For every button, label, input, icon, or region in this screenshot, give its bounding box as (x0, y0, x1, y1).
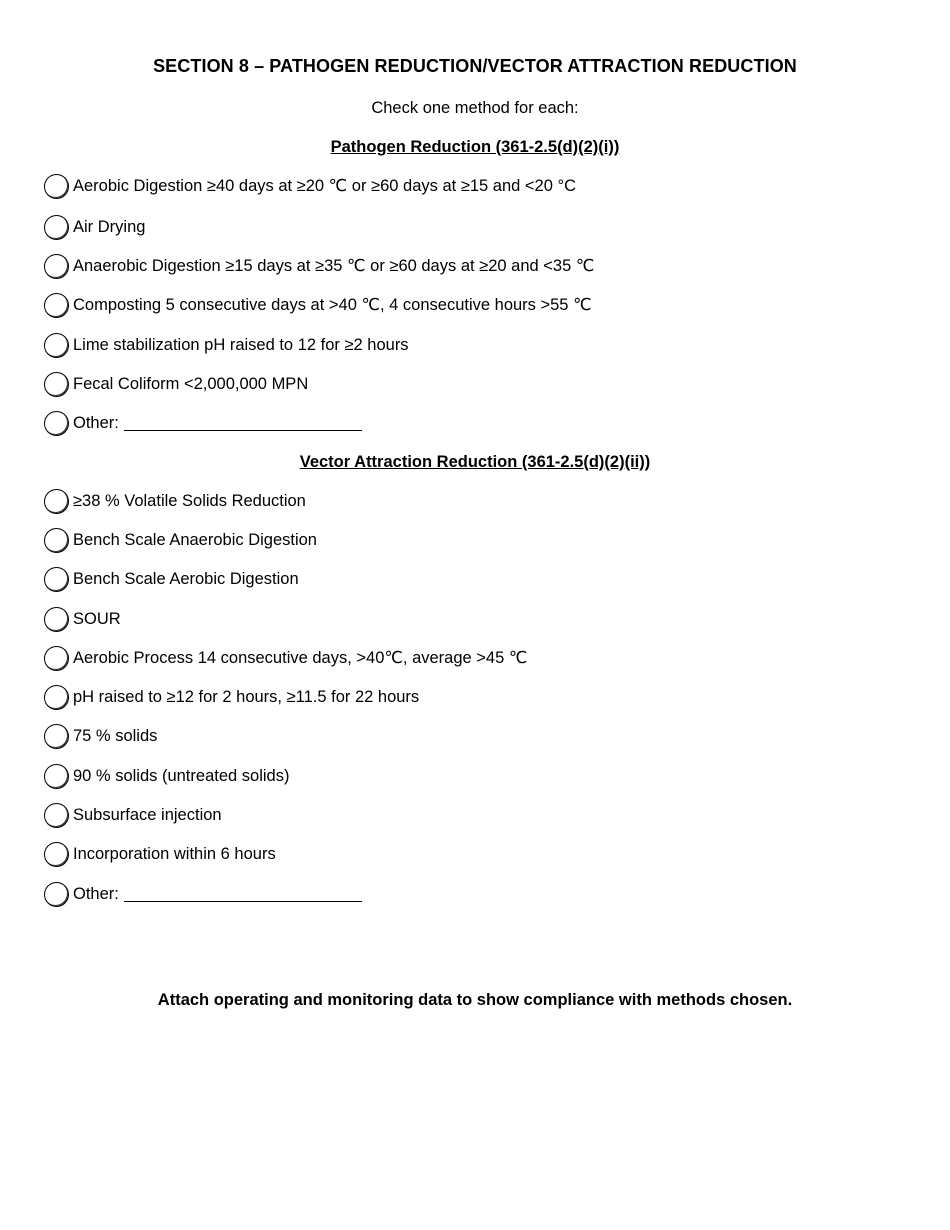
pathogen-option-anaerobic-digestion[interactable] (44, 250, 594, 282)
option-label: Incorporation within 6 hours (73, 844, 276, 863)
radio-button[interactable] (44, 724, 69, 749)
radio-button[interactable] (44, 215, 69, 240)
option-label: Air Drying (73, 217, 146, 236)
radio-button[interactable] (44, 685, 69, 710)
option-label: pH raised to ≥12 for 2 hours, ≥11.5 for 22 hours (73, 687, 420, 706)
option-label: SOUR (73, 609, 121, 628)
radio-button[interactable] (44, 411, 69, 436)
vector-attraction-reduction-heading: Vector Attraction Reduction (361-2.5(d)(2)(ii)) (299, 453, 651, 471)
option-label: Aerobic Process 14 consecutive days, >40℃, average >45 ℃ (73, 649, 528, 667)
vector-option-bench-aerobic[interactable] (44, 563, 299, 595)
vector-option-other[interactable] (44, 878, 362, 910)
radio-button[interactable] (44, 803, 69, 828)
option-label: Bench Scale Anaerobic Digestion (73, 530, 317, 549)
pathogen-reduction-heading: Pathogen Reduction (361-2.5(d)(2)(i)) (330, 138, 620, 156)
radio-button[interactable] (44, 254, 69, 279)
option-label: 75 % solids (73, 726, 158, 745)
option-label: Bench Scale Aerobic Digestion (73, 569, 299, 588)
pathogen-option-fecal-coliform[interactable] (44, 368, 308, 400)
vector-option-volatile-solids[interactable] (44, 485, 306, 517)
footer-note: Attach operating and monitoring data to show compliance with methods chosen. (157, 991, 793, 1009)
radio-button[interactable] (44, 174, 69, 199)
radio-button[interactable] (44, 333, 69, 358)
other-text-field[interactable] (124, 887, 362, 902)
radio-button[interactable] (44, 882, 69, 907)
option-label: Anaerobic Digestion ≥15 days at ≥35 ℃ or ≥60 days at ≥20 and <35 ℃ (73, 257, 595, 275)
option-label: Other: (73, 884, 119, 903)
pathogen-option-composting[interactable] (44, 289, 592, 321)
radio-button[interactable] (44, 764, 69, 789)
vector-option-ph-raised[interactable] (44, 681, 419, 713)
radio-button[interactable] (44, 646, 69, 671)
vector-option-sour[interactable] (44, 603, 121, 635)
vector-option-subsurface-injection[interactable] (44, 799, 222, 831)
instruction-text: Check one method for each: (371, 99, 579, 117)
option-label: ≥38 % Volatile Solids Reduction (73, 491, 306, 510)
option-label: Lime stabilization pH raised to 12 for ≥2 hours (73, 335, 409, 354)
pathogen-option-other[interactable] (44, 407, 362, 439)
option-label: Subsurface injection (73, 805, 222, 824)
vector-option-75-solids[interactable] (44, 720, 157, 752)
radio-button[interactable] (44, 293, 69, 318)
vector-option-bench-anaerobic[interactable] (44, 524, 317, 556)
option-label: Other: (73, 413, 119, 432)
radio-button[interactable] (44, 842, 69, 867)
radio-button[interactable] (44, 372, 69, 397)
radio-button[interactable] (44, 489, 69, 514)
vector-option-90-solids[interactable] (44, 760, 289, 792)
radio-button[interactable] (44, 567, 69, 592)
option-label: 90 % solids (untreated solids) (73, 766, 290, 785)
option-label: Composting 5 consecutive days at >40 ℃, 4 consecutive hours >55 ℃ (73, 296, 592, 314)
radio-button[interactable] (44, 607, 69, 632)
pathogen-option-aerobic-digestion[interactable] (44, 170, 576, 202)
radio-button[interactable] (44, 528, 69, 553)
section-title: SECTION 8 – PATHOGEN REDUCTION/VECTOR ATTRACTION REDUCTION (153, 56, 797, 76)
vector-option-incorporation[interactable] (44, 838, 276, 870)
other-text-field[interactable] (124, 416, 362, 431)
pathogen-option-air-drying[interactable] (44, 211, 145, 243)
vector-option-aerobic-process[interactable] (44, 642, 527, 674)
option-label: Aerobic Digestion ≥40 days at ≥20 ℃ or ≥60 days at ≥15 and <20 °C (73, 177, 577, 195)
option-label: Fecal Coliform <2,000,000 MPN (73, 374, 309, 393)
pathogen-option-lime-stabilization[interactable] (44, 329, 409, 361)
